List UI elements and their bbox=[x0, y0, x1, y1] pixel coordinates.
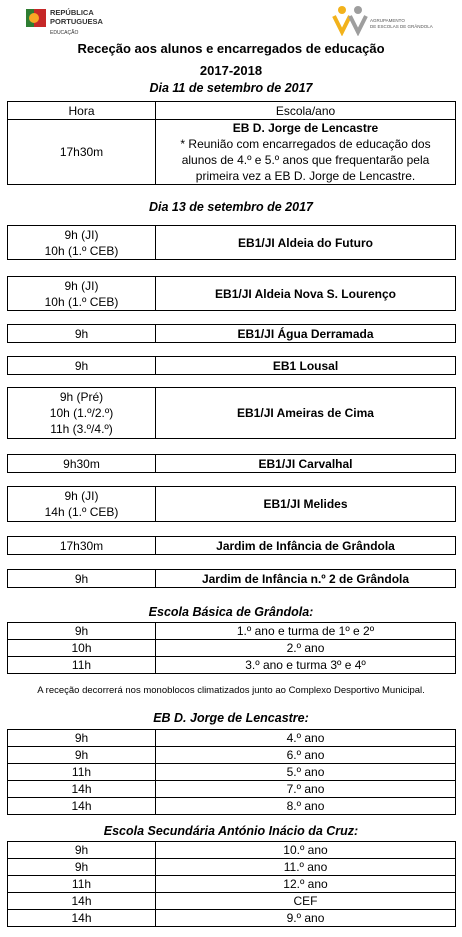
time-line: 9h (Pré) bbox=[59, 390, 104, 404]
ebdj-heading: EB D. Jorge de Lencastre: bbox=[153, 711, 309, 725]
logo-right-text bbox=[370, 18, 433, 30]
page-title: Receção aos alunos e encarregados de educação bbox=[77, 41, 385, 56]
time-cell: 11h bbox=[8, 764, 156, 781]
day2-row-table bbox=[7, 569, 456, 588]
table-row bbox=[8, 859, 456, 876]
ebg-note: A receção decorrerá nos monoblocos climatizados junto ao Complexo Desportivo Municipal. bbox=[37, 685, 425, 696]
year-cell: 1.º ano e turma de 1º e 2º bbox=[156, 623, 456, 640]
time-line: 9h bbox=[74, 571, 89, 586]
time-cell bbox=[8, 388, 156, 439]
esaic-table bbox=[7, 841, 456, 927]
year-cell: CEF bbox=[156, 893, 456, 910]
time-cell: 9h bbox=[8, 842, 156, 859]
time-cell: 17h30m bbox=[8, 120, 156, 185]
time-cell: 9h bbox=[8, 859, 156, 876]
school-year: 2017-2018 bbox=[199, 63, 263, 78]
school-cell: Jardim de Infância n.º 2 de Grândola bbox=[156, 570, 456, 588]
time-cell: 9h bbox=[8, 747, 156, 764]
year-cell: 8.º ano bbox=[156, 798, 456, 815]
esaic-heading: Escola Secundária António Inácio da Cruz: bbox=[103, 824, 359, 838]
school-cell: EB1 Lousal bbox=[156, 357, 456, 375]
day2-row-table bbox=[7, 225, 456, 260]
school-name: EB D. Jorge de Lencastre bbox=[232, 121, 379, 135]
table-row bbox=[8, 893, 456, 910]
year-cell: 11.º ano bbox=[156, 859, 456, 876]
table-row bbox=[8, 640, 456, 657]
school-cell: EB1/JI Água Derramada bbox=[156, 325, 456, 343]
day1-table bbox=[7, 101, 456, 185]
time-cell: 14h bbox=[8, 910, 156, 927]
year-cell: 5.º ano bbox=[156, 764, 456, 781]
logo-left-line2: PORTUGUESA bbox=[50, 17, 103, 26]
logo-right-line2: DE ESCOLAS DE GRÂNDOLA bbox=[370, 24, 433, 29]
time-cell bbox=[8, 277, 156, 311]
time-line: 17h30m bbox=[59, 538, 104, 553]
table-row bbox=[8, 910, 456, 927]
table-row bbox=[8, 357, 456, 375]
school-cell: EB1/JI Aldeia do Futuro bbox=[156, 226, 456, 260]
day2-row-table bbox=[7, 276, 456, 311]
table-row bbox=[8, 623, 456, 640]
table-row bbox=[8, 455, 456, 473]
table-row bbox=[8, 487, 456, 522]
table-header-row bbox=[8, 102, 456, 120]
school-cell: Jardim de Infância de Grândola bbox=[156, 537, 456, 555]
table-row bbox=[8, 277, 456, 311]
table-row bbox=[8, 657, 456, 674]
ebg-table bbox=[7, 622, 456, 674]
day2-row-table bbox=[7, 454, 456, 473]
logo-left-text bbox=[50, 8, 103, 38]
year-cell: 6.º ano bbox=[156, 747, 456, 764]
time-cell bbox=[8, 455, 156, 473]
time-line: 9h (JI) bbox=[64, 278, 99, 293]
time-line: 10h (1.º CEB) bbox=[44, 294, 119, 309]
time-line: 9h (JI) bbox=[64, 489, 99, 503]
agrupamento-logo bbox=[330, 4, 440, 36]
time-line: 9h30m bbox=[63, 456, 100, 471]
time-line: 14h (1.º CEB) bbox=[44, 505, 119, 519]
school-cell: EB1/JI Ameiras de Cima bbox=[156, 388, 456, 439]
time-line: 11h (3.º/4.º) bbox=[50, 422, 113, 436]
logo-left-line3: EDUCAÇÃO bbox=[50, 30, 79, 36]
year-cell: 9.º ano bbox=[156, 910, 456, 927]
table-row bbox=[8, 570, 456, 588]
logo-left-line1: REPÚBLICA bbox=[50, 8, 94, 17]
time-line: 10h (1.º/2.º) bbox=[49, 406, 114, 420]
note-line3: primeira vez a EB D. Jorge de Lencastre. bbox=[195, 169, 416, 183]
time-cell: 14h bbox=[8, 781, 156, 798]
school-cell bbox=[156, 120, 456, 185]
year-cell: 2.º ano bbox=[156, 640, 456, 657]
day2-row-table bbox=[7, 324, 456, 343]
logo-right-line1: AGRUPAMENTO bbox=[370, 18, 405, 23]
republica-portuguesa-logo bbox=[26, 6, 136, 36]
day1-heading: Dia 11 de setembro de 2017 bbox=[149, 81, 313, 95]
time-line: 10h (1.º CEB) bbox=[44, 243, 119, 258]
time-cell: 10h bbox=[8, 640, 156, 657]
col-hora: Hora bbox=[8, 102, 156, 120]
table-row bbox=[8, 764, 456, 781]
school-cell: EB1/JI Carvalhal bbox=[156, 455, 456, 473]
day2-row-table bbox=[7, 356, 456, 375]
table-row bbox=[8, 120, 456, 185]
year-cell: 3.º ano e turma 3º e 4º bbox=[156, 657, 456, 674]
table-row bbox=[8, 798, 456, 815]
time-cell: 9h bbox=[8, 730, 156, 747]
time-cell: 14h bbox=[8, 798, 156, 815]
time-cell bbox=[8, 487, 156, 522]
ebg-heading: Escola Básica de Grândola: bbox=[148, 605, 314, 619]
time-line: 9h (JI) bbox=[64, 227, 99, 242]
table-row bbox=[8, 781, 456, 798]
time-line: 9h bbox=[74, 358, 89, 373]
school-cell: EB1/JI Aldeia Nova S. Lourenço bbox=[156, 277, 456, 311]
time-cell: 9h bbox=[8, 623, 156, 640]
time-cell: 11h bbox=[8, 657, 156, 674]
year-cell: 12.º ano bbox=[156, 876, 456, 893]
table-row bbox=[8, 876, 456, 893]
time-cell bbox=[8, 357, 156, 375]
note-line1: * Reunião com encarregados de educação dos bbox=[180, 137, 431, 151]
table-row bbox=[8, 537, 456, 555]
col-escola: Escola/ano bbox=[156, 102, 456, 120]
table-row bbox=[8, 325, 456, 343]
time-cell bbox=[8, 537, 156, 555]
year-cell: 7.º ano bbox=[156, 781, 456, 798]
table-row bbox=[8, 226, 456, 260]
time-cell bbox=[8, 325, 156, 343]
table-row bbox=[8, 747, 456, 764]
table-row bbox=[8, 842, 456, 859]
day2-row-table bbox=[7, 486, 456, 522]
day2-heading: Dia 13 de setembro de 2017 bbox=[149, 200, 313, 214]
school-cell: EB1/JI Melides bbox=[156, 487, 456, 522]
day2-row-table bbox=[7, 387, 456, 439]
table-row bbox=[8, 730, 456, 747]
year-cell: 4.º ano bbox=[156, 730, 456, 747]
table-row bbox=[8, 388, 456, 439]
time-cell: 14h bbox=[8, 893, 156, 910]
ebdj-table bbox=[7, 729, 456, 815]
time-line: 9h bbox=[74, 326, 89, 341]
agrupamento-figure-icon bbox=[330, 4, 370, 36]
time-cell bbox=[8, 226, 156, 260]
note-line2: alunos de 4.º e 5.º anos que frequentarão pela bbox=[181, 153, 430, 167]
year-cell: 10.º ano bbox=[156, 842, 456, 859]
day2-row-table bbox=[7, 536, 456, 555]
time-cell: 11h bbox=[8, 876, 156, 893]
time-cell bbox=[8, 570, 156, 588]
